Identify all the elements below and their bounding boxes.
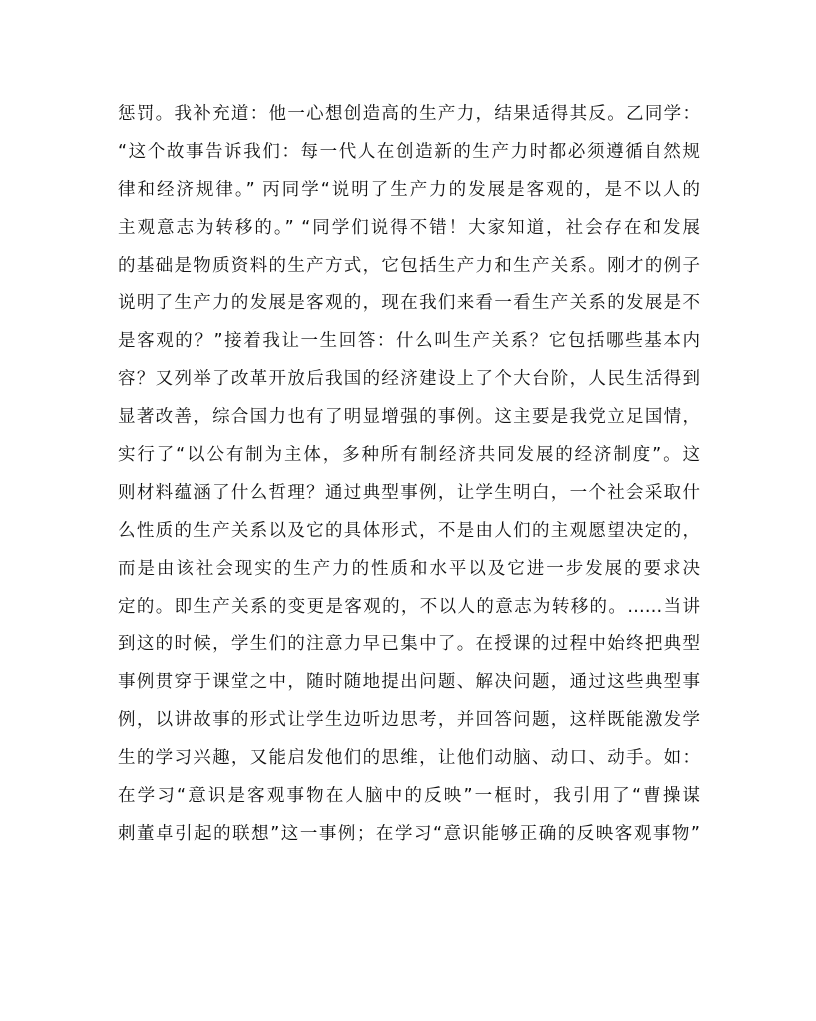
text-line-2: “这个故事告诉我们：每一代人在创造新的生产力时都必须遵循自然规	[118, 141, 700, 162]
text-line-6: 说明了生产力的发展是客观的，现在我们来看一看生产关系的发展是不	[118, 293, 700, 314]
text-line-19: 在学习“意识是客观事物在人脑中的反映”一框时，我引用了“曹操谋	[118, 786, 700, 807]
text-line-7: 是客观的？”接着我让一生回答：什么叫生产关系？它包括哪些基本内	[118, 331, 700, 352]
text-line-17: 例，以讲故事的形式让学生边听边思考，并回答问题，这样既能激发学	[118, 710, 700, 731]
text-line-5: 的基础是物质资料的生产方式，它包括生产力和生产关系。刚才的例子	[118, 255, 700, 276]
text-line-11: 则材料蕴涵了什么哲理？通过典型事例，让学生明白，一个社会采取什	[118, 482, 700, 503]
text-line-8: 容？又列举了改革开放后我国的经济建设上了个大台阶，人民生活得到	[118, 369, 700, 390]
text-line-9: 显著改善，综合国力也有了明显增强的事例。这主要是我党立足国情，	[118, 407, 700, 428]
text-line-16: 事例贯穿于课堂之中，随时随地提出问题、解决问题，通过这些典型事	[118, 672, 700, 693]
text-line-15: 到这的时候，学生们的注意力早已集中了。在授课的过程中始终把典型	[118, 634, 700, 655]
text-line-14: 定的。即生产关系的变更是客观的，不以人的意志为转移的。……当讲	[118, 596, 700, 617]
text-line-10: 实行了“以公有制为主体，多种所有制经济共同发展的经济制度”。这	[118, 445, 700, 466]
text-line-4: 主观意志为转移的。” “同学们说得不错！大家知道，社会存在和发展	[118, 217, 700, 238]
text-line-20: 刺董卓引起的联想”这一事例；在学习“意识能够正确的反映客观事物”	[118, 823, 700, 844]
text-line-12: 么性质的生产关系以及它的具体形式，不是由人们的主观愿望决定的，	[118, 520, 700, 541]
text-line-3: 律和经济规律。” 丙同学“说明了生产力的发展是客观的，是不以人的	[118, 179, 700, 200]
text-line-13: 而是由该社会现实的生产力的性质和水平以及它进一步发展的要求决	[118, 558, 700, 579]
text-line-1: 惩罚。我补充道：他一心想创造高的生产力，结果适得其反。乙同学：	[118, 104, 700, 124]
text-line-18: 生的学习兴趣，又能启发他们的思维，让他们动脑、动口、动手。如：	[118, 748, 700, 769]
body-text	[118, 96, 700, 854]
